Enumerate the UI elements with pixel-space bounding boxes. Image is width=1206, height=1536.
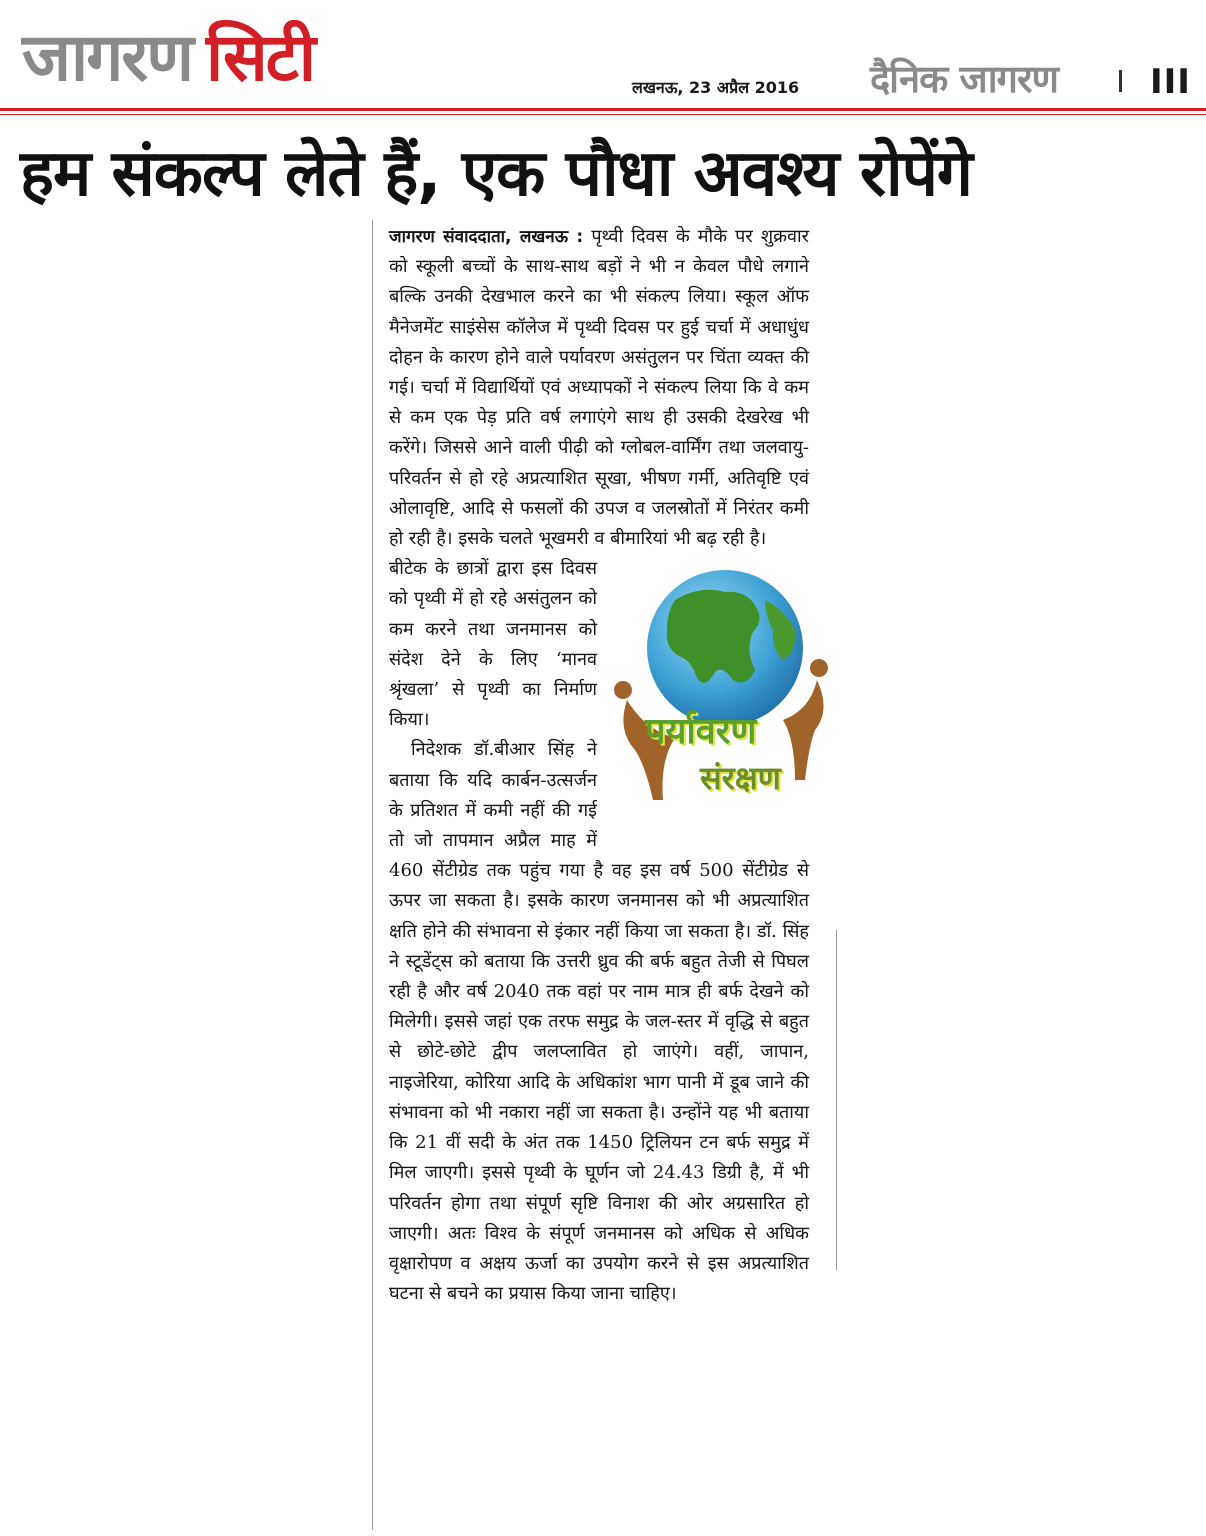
graphic-label-line1: पर्यावरण — [645, 711, 757, 753]
human-figure-icon — [783, 680, 824, 780]
masthead — [0, 0, 1206, 116]
masthead-rule-thin — [0, 114, 1206, 115]
city-brand-logo — [22, 18, 314, 98]
article — [372, 220, 838, 1530]
article-paragraph-2: बीटेक के छात्रों द्वारा इस दिवस को पृथ्वी में हो रहे असंतुलन को कम करने तथा जनमानस को संदेश देने के लिए ‘मानव श्रृंखला’ से पृथ्वी का निर्माण किया। — [389, 558, 597, 731]
article-paragraph-3: निदेशक डॉ.बीआर सिंह ने बताया कि यदि कार्बन-उत्सर्जन के प्रतिशत में कमी नहीं की गई तो जो तापमान अप्रैल माह में 460 सेंटीग्रेड तक पहुंच गया है वह इस वर्ष 500 सेंटीग्रेड से ऊपर जा सकता है। इसके कारण जनमानस को भी अप्रत्याशित क्षति होने की संभावना से इंकार नहीं किया जा सकता है। डॉ. सिंह ने स्टूडेंट्स को बताया कि उत्तरी ध्रुव की बर्फ बहुत तेजी से पिघल रही है और वर्ष 2040 तक वहां पर नाम मात्र ही बर्फ देखने को मिलेगी। इससे जहां एक तरफ समुद्र के जल-स्तर में वृद्धि से बहुत से छोटे-छोटे द्वीप जलप्लावित हो जाएंगे। वहीं, जापान, नाइजेरिया, कोरिया आदि के अधिकांश भाग पानी में डूब जाने की संभावना को भी नकारा नहीं जा सकता है। उन्होंने यह भी बताया कि 21 वीं सदी के अंत तक 1450 ट्रिलियन टन बर्फ समुद्र में मिल जाएगी। इससे पृथ्वी के घूर्णन जो 24.43 डिग्री है, में भी परिवर्तन होगा तथा संपूर्ण सृष्टि विनाश की ओर अग्रसारित हो जाएगी। अतः विश्व के संपूर्ण जनमानस को अधिक से अधिक वृक्षारोपण व अक्षय ऊर्जा का उपयोग करने से इस अप्रत्याशित घटना से बचने का प्रयास किया जाना चाहिए। — [389, 739, 809, 1305]
article-paragraph-1-text: पृथ्वी दिवस के मौके पर शुक्रवार को स्कूली बच्चों के साथ-साथ बड़ों ने भी न केवल पौधे लगाने बल्कि उनकी देखभाल करने का भी संकल्प लिया। स्कूल ऑफ मैनेजमेंट साइंसेस कॉलेज में पृथ्वी दिवस पर हुई चर्चा में अधाधुंध दोहन के कारण होने वाले पर्यावरण असंतुलन पर चिंता व्यक्त की गई। चर्चा में विद्यार्थियों एवं अध्यापकों ने संकल्प लिया कि वे कम से कम एक पेड़ प्रति वर्ष लगाएंगे साथ ही उसकी देखरेख भी करेंगे। जिससे आने वाली पीढ़ी को ग्लोबल-वार्मिंग तथा जलवायु-परिवर्तन से हो रहे अप्रत्याशित सूखा, भीषण गर्मी, अतिवृष्टि एवं ओलावृष्टि, आदि से फसलों की उपज व जलस्रोतों में निरंतर कमी हो रही है। इसके चलते भूखमरी व बीमारियां भी बढ़ रही है। — [389, 226, 809, 550]
graphic-label-line2: संरक्षण — [700, 759, 781, 798]
masthead-rule — [0, 108, 1206, 111]
human-head-icon — [810, 659, 828, 677]
masthead-divider — [1119, 70, 1122, 92]
edition-dateline: लखनऊ, 23 अप्रैल 2016 — [632, 78, 800, 97]
article-body — [389, 222, 809, 1309]
article-byline: जागरण संवाददाता, लखनऊ : — [389, 227, 584, 247]
environment-graphic — [605, 560, 835, 830]
brand-name-part2: सिटी — [205, 19, 315, 96]
newspaper-name: दैनिक जागरण — [870, 57, 1058, 101]
headline: हम संकल्प लेते हैं, एक पौधा अवश्य रोपेंगे — [20, 137, 972, 211]
article-paragraph-1 — [389, 222, 809, 554]
page-marker: III — [1150, 62, 1191, 102]
column-rule — [836, 930, 837, 1270]
human-head-icon — [614, 681, 632, 699]
brand-name-part1: जागरण — [22, 19, 192, 96]
